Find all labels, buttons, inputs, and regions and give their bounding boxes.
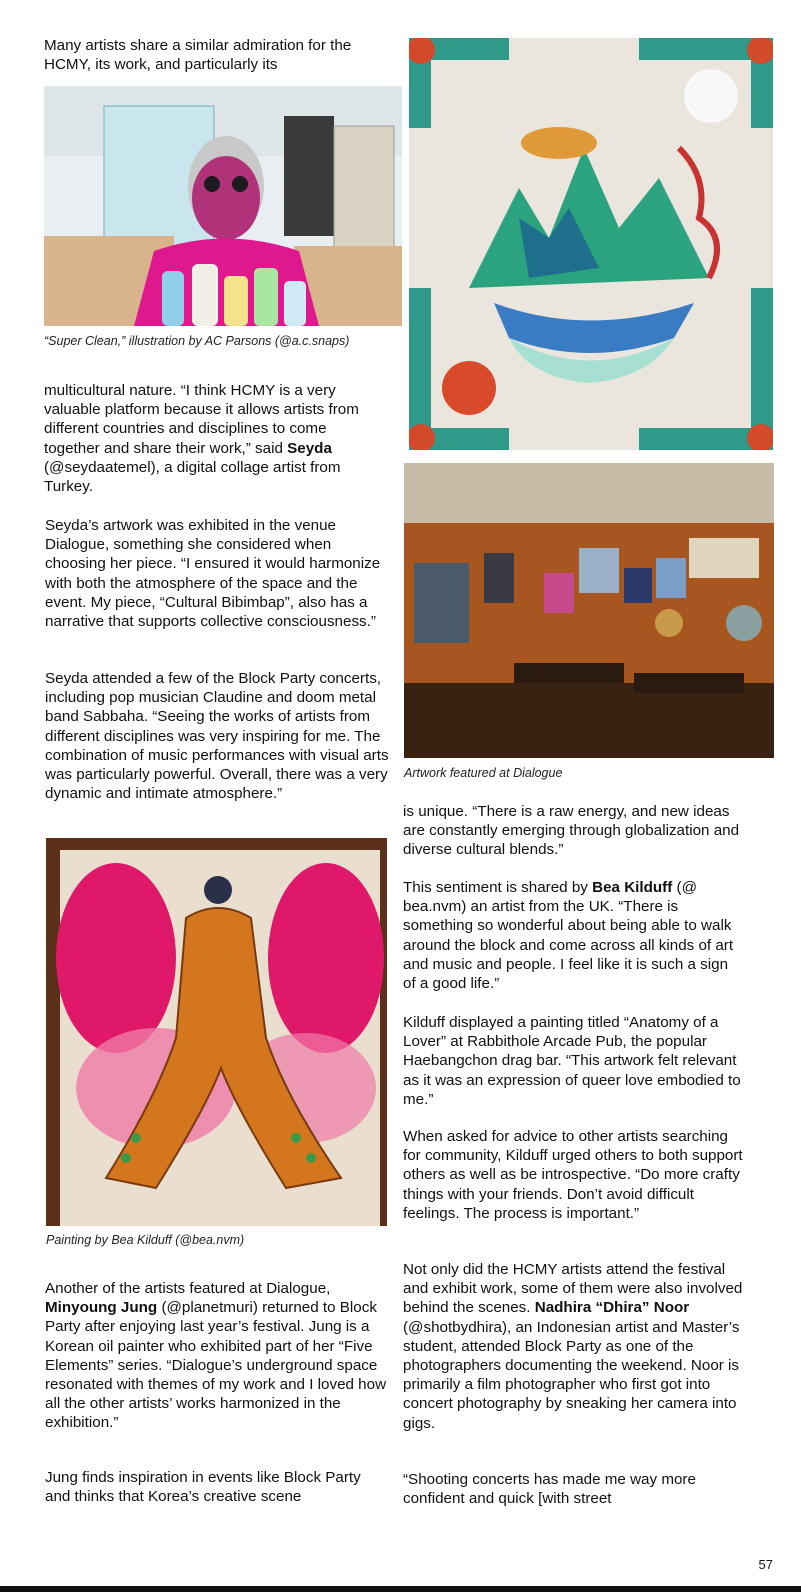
seyda-paragraph-3: Seyda attended a few of the Block Party concerts, including pop musician Claudine and doom metal band Sabbaha. “Seeing the works of artists from different disciplines was very inspiring for me. The combination of music performances with visual arts was particularly powerful. Overall, there was a very dynamic and intimate atmosphere.” bbox=[45, 670, 389, 803]
unique-paragraph: is unique. “There is a raw energy, and new ideas are constantly emerging through globalization and diverse cultural blends.” bbox=[403, 803, 740, 859]
kilduff-painting-caption: Painting by Bea Kilduff (@bea.nvm) bbox=[46, 1233, 245, 1247]
jung-paragraph-1: Another of the artists featured at Dialogue, Minyoung Jung (@planetmuri) returned to Block Party after enjoying last year’s festival. Jung is a Korean oil painter who exhibited part of her “Five Elements” series. “Dialogue’s underground space resonated with themes of my work and I loved how all the other artists’ works harmonized in the exhibition.” bbox=[45, 1280, 387, 1432]
noor-paragraph-2: “Shooting concerts has made me way more confident and quick [with street bbox=[403, 1471, 696, 1508]
artist-name-seyda: Seyda bbox=[287, 439, 332, 457]
artist-name-minyoung-jung: Minyoung Jung bbox=[45, 1299, 158, 1317]
kilduff-paragraph-3: When asked for advice to other artists searching for community, Kilduff urged others to both support others as well as be introspective. “Do more crafty things with your friends. Don’t avoid difficult feelings. The process is important.” bbox=[403, 1128, 743, 1222]
seyda-paragraph-2: Seyda’s artwork was exhibited in the venue Dialogue, something she considered when choosing her piece. “I ensured it would harmonize with both the atmosphere of the space and the event. My piece, “Cultural Bibimbap”, also has a narrative that supports collective consciousness.” bbox=[45, 517, 381, 631]
column-intro-text: Many artists share a similar admiration for the HCMY, its work, and particularly its bbox=[44, 37, 352, 74]
page-number: 57 bbox=[758, 1557, 773, 1572]
kilduff-paragraph-2: Kilduff displayed a painting titled “Anatomy of a Lover” at Rabbithole Arcade Pub, the popular Haebangchon drag bar. “This artwork felt relevant as it was an expression of queer love embodied to me.” bbox=[403, 1014, 741, 1108]
artist-name-bea-kilduff: Bea Kilduff bbox=[592, 879, 673, 896]
cultural-bibimbap-artwork bbox=[409, 38, 773, 450]
dialogue-venue-photo bbox=[404, 463, 774, 758]
page-bottom-bar bbox=[0, 1586, 801, 1592]
noor-paragraph-1: Not only did the HCMY artists attend the festival and exhibit work, some of them were also involved behind the scenes. Nadhira “Dhira” Noor (@shotbydhira), an Indonesian artist and Master’s student, attended Block Party as one of the photographers documenting the weekend. Noor is primarily a film photographer who first got into concert photography by sneaking her camera into gigs. bbox=[403, 1261, 743, 1432]
seyda-paragraph-1: multicultural nature. “I think HCMY is a very valuable platform because it allows artists from different countries and disciplines to come together and share their work,” said Seyda (@seydaatemel), a digital collage artist from Turkey. bbox=[44, 382, 359, 496]
jung-paragraph-2: Jung finds inspiration in events like Block Party and thinks that Korea’s creative scene bbox=[45, 1469, 361, 1506]
dialogue-photo-caption: Artwork featured at Dialogue bbox=[404, 766, 563, 780]
super-clean-illustration bbox=[44, 86, 402, 326]
kilduff-paragraph-1: This sentiment is shared by Bea Kilduff (@ bea.nvm) an artist from the UK. “There is something so wonderful about being able to walk around the block and come across all kinds of art and music and people. I feel like it is such a sign of a good life.” bbox=[403, 879, 734, 993]
super-clean-caption: “Super Clean,” illustration by AC Parsons (@a.c.snaps) bbox=[44, 334, 350, 348]
artist-name-nadhira-noor: Nadhira “Dhira” Noor bbox=[534, 1299, 690, 1317]
kilduff-painting-photo bbox=[46, 838, 387, 1226]
